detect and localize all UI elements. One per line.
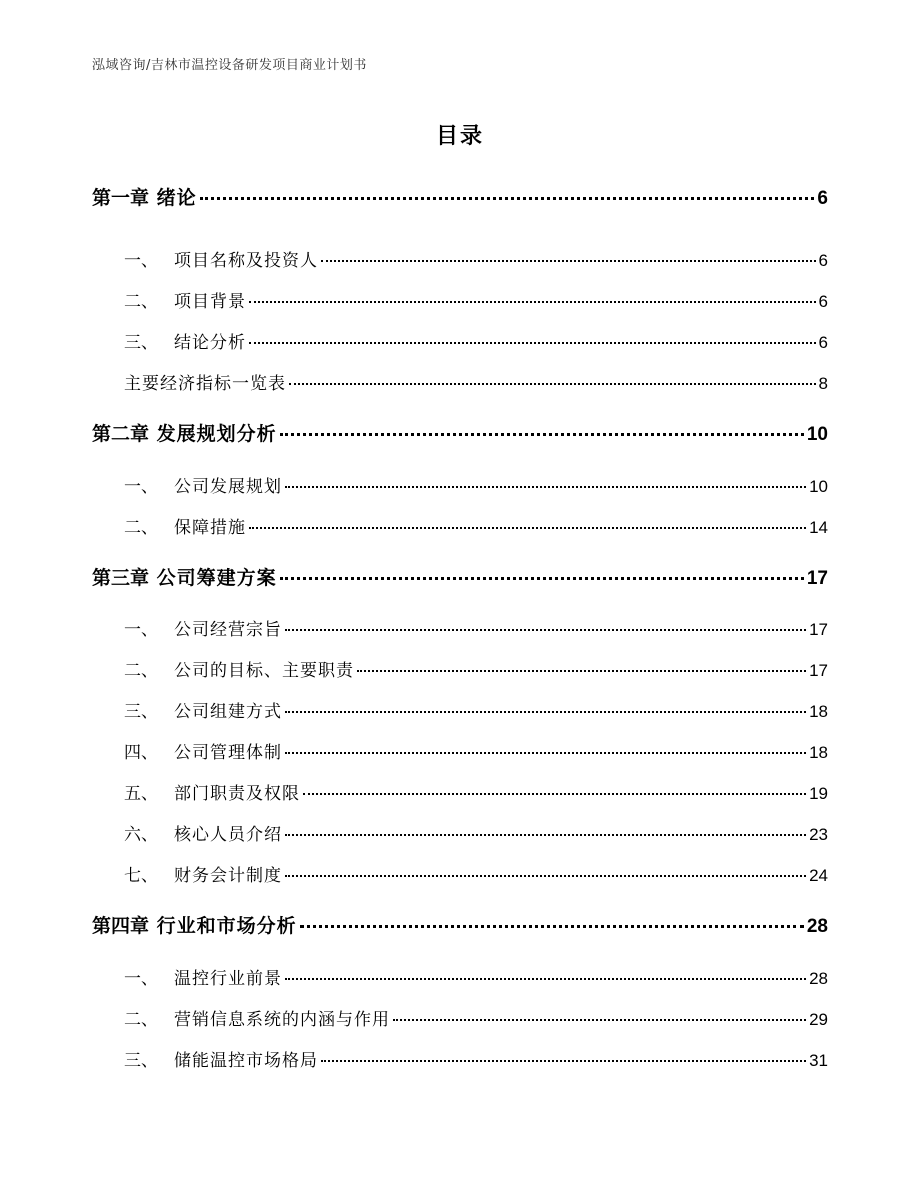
dot-leader (249, 301, 816, 303)
toc-entry-title: 保障措施 (174, 518, 246, 538)
toc-section-entry[interactable] (124, 656, 828, 681)
dot-leader (249, 527, 806, 529)
toc-entry-page-number: 17 (806, 568, 828, 589)
toc-entry-page-number: 19 (809, 784, 828, 803)
toc-section-entry[interactable] (124, 472, 828, 497)
toc-entry-title: 结论分析 (174, 333, 246, 353)
toc-entry-number: 二、 (124, 292, 158, 312)
toc-entry-page-number: 17 (809, 620, 828, 639)
toc-section-entry[interactable] (124, 1005, 828, 1030)
toc-entry-title: 营销信息系统的内涵与作用 (174, 1010, 390, 1030)
toc-entry-page-number: 6 (818, 292, 828, 311)
toc-section-entry[interactable] (124, 369, 828, 394)
toc-section-entry[interactable] (124, 615, 828, 640)
dot-leader (393, 1019, 806, 1021)
dot-leader (280, 577, 804, 580)
toc-entry-label (124, 1005, 390, 1030)
toc-entry-number: 第一章 (92, 187, 150, 209)
toc-entry-label (124, 513, 246, 538)
toc-entry-label (124, 656, 354, 681)
dot-leader (285, 629, 806, 631)
toc-entry-number: 二、 (124, 518, 158, 538)
toc-entry-label (124, 964, 282, 989)
toc-entry-number: 七、 (124, 866, 158, 886)
toc-entry-page-number: 10 (806, 424, 828, 445)
toc-entry-title: 公司管理体制 (174, 743, 282, 763)
dot-leader (321, 260, 816, 262)
toc-entry-page-number: 6 (818, 251, 828, 270)
toc-entry-title: 温控行业前景 (174, 969, 282, 989)
dot-leader (321, 1060, 806, 1062)
dot-leader (285, 711, 806, 713)
toc-entry-page-number: 6 (818, 333, 828, 352)
toc-entry-label (92, 183, 197, 210)
dot-leader (200, 197, 815, 200)
toc-entry-number: 一、 (124, 477, 158, 497)
toc-entry-title: 部门职责及权限 (174, 784, 300, 804)
toc-section-entry[interactable] (124, 861, 828, 886)
toc-entry-number: 一、 (124, 969, 158, 989)
toc-entry-title: 公司筹建方案 (156, 567, 277, 589)
toc-entry-number: 一、 (124, 620, 158, 640)
toc-entry-page-number: 17 (809, 661, 828, 680)
toc-entry-label (124, 697, 282, 722)
toc-entry-label (124, 820, 282, 845)
dot-leader (289, 383, 816, 385)
toc-entry-page-number: 28 (806, 916, 828, 937)
toc-entry-title: 储能温控市场格局 (174, 1051, 318, 1071)
toc-section-entry[interactable] (124, 1046, 828, 1071)
toc-entry-number: 五、 (124, 784, 158, 804)
toc-entry-label (92, 563, 277, 590)
toc-section-entry[interactable] (124, 697, 828, 722)
toc-entry-number: 第四章 (92, 915, 150, 937)
dot-leader (285, 834, 806, 836)
toc-entry-label (124, 328, 246, 353)
toc-entry-label (124, 369, 286, 394)
toc-title: 目录 (435, 124, 484, 149)
toc-entry-page-number: 8 (818, 374, 828, 393)
toc-entry-page-number: 28 (809, 969, 828, 988)
toc-entry-title: 公司组建方式 (174, 702, 282, 722)
toc-entry-label (124, 861, 282, 886)
toc-entry-number: 三、 (124, 1051, 158, 1071)
toc-entry-page-number: 14 (809, 518, 828, 537)
dot-leader (303, 793, 806, 795)
toc-entry-label (124, 779, 300, 804)
toc-section-entry[interactable] (124, 820, 828, 845)
toc-entry-label (92, 911, 297, 938)
toc-section-entry[interactable] (124, 287, 828, 312)
toc-entry-label (124, 615, 282, 640)
toc-entry-label (92, 419, 277, 446)
dot-leader (285, 875, 806, 877)
toc-section-entry[interactable] (124, 513, 828, 538)
toc-entry-title: 公司经营宗旨 (174, 620, 282, 640)
toc-entry-page-number: 6 (817, 188, 828, 209)
toc-entry-number: 三、 (124, 702, 158, 722)
toc-entry-number: 四、 (124, 743, 158, 763)
toc-section-entry[interactable] (124, 328, 828, 353)
dot-leader (300, 925, 804, 928)
toc-entry-title: 主要经济指标一览表 (124, 374, 286, 394)
toc-entry-page-number: 23 (809, 825, 828, 844)
toc-entry-page-number: 31 (809, 1051, 828, 1070)
toc-entry-page-number: 29 (809, 1010, 828, 1029)
toc-entry-title: 公司发展规划 (174, 477, 282, 497)
dot-leader (285, 752, 806, 754)
toc-chapter-entry[interactable] (92, 183, 828, 210)
toc-entry-title: 财务会计制度 (174, 866, 282, 886)
toc-entry-number: 二、 (124, 1010, 158, 1030)
toc-entry-label (124, 246, 318, 271)
dot-leader (357, 670, 806, 672)
toc-chapter-entry[interactable] (92, 563, 828, 590)
toc-section-entry[interactable] (124, 964, 828, 989)
toc-entry-label (124, 472, 282, 497)
toc-entry-number: 三、 (124, 333, 158, 353)
toc-entry-number: 第二章 (92, 423, 150, 445)
toc-entry-title: 发展规划分析 (156, 423, 277, 445)
toc-entry-title: 公司的目标、主要职责 (174, 661, 354, 681)
toc-entry-page-number: 10 (809, 477, 828, 496)
toc-entry-page-number: 18 (809, 743, 828, 762)
toc-section-entry[interactable] (124, 246, 828, 271)
toc-entry-page-number: 18 (809, 702, 828, 721)
toc-chapter-entry[interactable] (92, 419, 828, 446)
dot-leader (285, 486, 806, 488)
toc-entry-page-number: 24 (809, 866, 828, 885)
toc-entry-title: 项目名称及投资人 (174, 251, 318, 271)
toc-entry-label (124, 287, 246, 312)
dot-leader (249, 342, 816, 344)
toc-entry-number: 二、 (124, 661, 158, 681)
dot-leader (285, 978, 806, 980)
toc-section-entry[interactable] (124, 738, 828, 763)
dot-leader (280, 433, 804, 436)
page-header: 泓域咨询/吉林市温控设备研发项目商业计划书 (92, 58, 367, 73)
toc-entry-title: 项目背景 (174, 292, 246, 312)
toc-entry-number: 一、 (124, 251, 158, 271)
toc-section-entry[interactable] (124, 779, 828, 804)
toc-chapter-entry[interactable] (92, 911, 828, 938)
toc-entry-title: 行业和市场分析 (156, 915, 297, 937)
toc-entry-title: 绪论 (156, 187, 197, 209)
toc-entry-number: 第三章 (92, 567, 150, 589)
toc-entry-label (124, 1046, 318, 1071)
toc-entry-title: 核心人员介绍 (174, 825, 282, 845)
toc-entry-label (124, 738, 282, 763)
toc-entry-number: 六、 (124, 825, 158, 845)
